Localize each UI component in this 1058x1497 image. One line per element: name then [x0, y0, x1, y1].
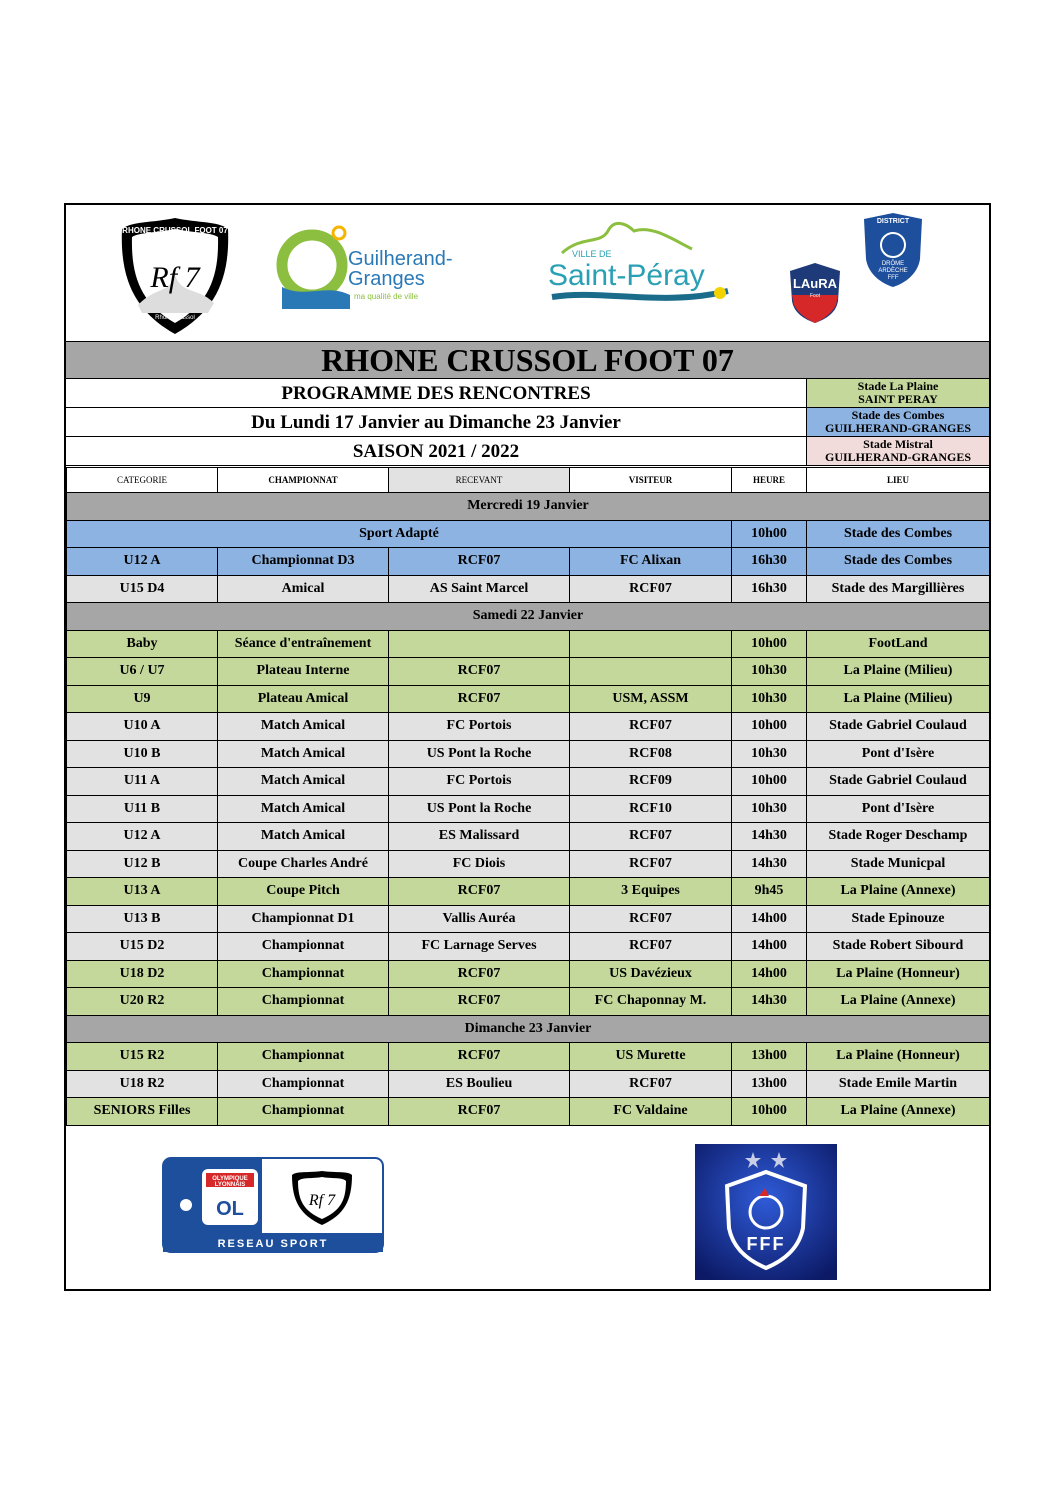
cell-visiteur: RCF07	[570, 823, 732, 851]
cell-championnat: Match Amical	[218, 823, 389, 851]
table-row	[67, 713, 990, 741]
cell-categorie: U12 A	[67, 548, 218, 576]
guilherand-line1: Guilherand-	[348, 248, 453, 270]
cell-lieu: Stade Gabriel Coulaud	[807, 713, 990, 741]
cell-recevant: FC Diois	[389, 850, 570, 878]
cell-visiteur: RCF10	[570, 795, 732, 823]
table-row	[67, 1043, 990, 1071]
cell-heure: 14h30	[732, 823, 807, 851]
stade-city: GUILHERAND-GRANGES	[824, 450, 971, 464]
cell-lieu: La Plaine (Annexe)	[807, 878, 990, 906]
cell-visiteur: RCF07	[570, 713, 732, 741]
cell-categorie: U12 A	[67, 823, 218, 851]
page-title: RHONE CRUSSOL FOOT 07	[66, 341, 989, 379]
table-row	[67, 905, 990, 933]
cell-championnat: Championnat	[218, 1098, 389, 1126]
table-row	[67, 933, 990, 961]
header-visiteur: VISITEUR	[570, 468, 732, 493]
cell-recevant: RCF07	[389, 878, 570, 906]
cell-heure: 10h00	[732, 520, 807, 548]
cell-recevant: RCF07	[389, 685, 570, 713]
table-row	[67, 740, 990, 768]
footer-logos	[66, 1127, 989, 1289]
ol-line1: OLYMPIQUE	[212, 1176, 248, 1182]
cell-championnat: Championnat	[218, 988, 389, 1016]
cell-categorie: U11 A	[67, 768, 218, 796]
cell-championnat: Championnat D3	[218, 548, 389, 576]
cell-lieu: Stade Robert Sibourd	[807, 933, 990, 961]
cell-visiteur: RCF07	[570, 1070, 732, 1098]
cell-lieu: La Plaine (Annexe)	[807, 1098, 990, 1126]
cell-heure: 10h30	[732, 685, 807, 713]
cell-visiteur: FC Valdaine	[570, 1098, 732, 1126]
cell-heure: 16h30	[732, 548, 807, 576]
cell-recevant	[389, 630, 570, 658]
cell-categorie: U9	[67, 685, 218, 713]
day-header-row	[67, 603, 990, 631]
cell-categorie: U13 B	[67, 905, 218, 933]
cell-championnat: Match Amical	[218, 740, 389, 768]
cell-recevant: ES Boulieu	[389, 1070, 570, 1098]
cell-recevant: US Pont la Roche	[389, 740, 570, 768]
cell-heure: 10h00	[732, 768, 807, 796]
table-row	[67, 878, 990, 906]
cell-visiteur: RCF08	[570, 740, 732, 768]
cell-visiteur	[570, 658, 732, 686]
table-row	[67, 988, 990, 1016]
guilherand-granges-logo	[276, 223, 456, 315]
header-categorie: CATEGORIE	[67, 468, 218, 493]
cell-lieu: Pont d'Isère	[807, 795, 990, 823]
cell-lieu: Pont d'Isère	[807, 740, 990, 768]
table-row	[67, 685, 990, 713]
cell-championnat: Match Amical	[218, 713, 389, 741]
cell-visiteur: 3 Equipes	[570, 878, 732, 906]
cell-recevant: US Pont la Roche	[389, 795, 570, 823]
cell-heure: 10h30	[732, 795, 807, 823]
guilherand-tagline: ma qualité de ville	[354, 292, 419, 301]
cell-categorie: U20 R2	[67, 988, 218, 1016]
laura-name: LAuRA	[792, 276, 838, 291]
cell-heure: 14h00	[732, 905, 807, 933]
table-row	[67, 630, 990, 658]
cell-visiteur: US Davézieux	[570, 960, 732, 988]
day-header-row	[67, 1015, 990, 1043]
cell-recevant: FC Larnage Serves	[389, 933, 570, 961]
cell-categorie: SENIORS Filles	[67, 1098, 218, 1126]
guilherand-line2: Granges	[348, 268, 425, 290]
cell-championnat: Championnat	[218, 1070, 389, 1098]
cell-lieu: Stade Roger Deschamp	[807, 823, 990, 851]
ol-network: RESEAU SPORT	[217, 1238, 329, 1250]
district-line1: DRÔME	[881, 261, 905, 267]
cell-heure: 14h00	[732, 960, 807, 988]
cell-recevant: FC Portois	[389, 713, 570, 741]
cell-heure: 10h00	[732, 1098, 807, 1126]
stade-legend-mistral	[806, 437, 989, 466]
cell-categorie: U11 B	[67, 795, 218, 823]
cell-heure: 10h30	[732, 658, 807, 686]
cell-championnat: Match Amical	[218, 768, 389, 796]
table-row	[67, 768, 990, 796]
cell-visiteur	[570, 630, 732, 658]
cell-lieu: La Plaine (Milieu)	[807, 685, 990, 713]
stade-city: GUILHERAND-GRANGES	[824, 421, 971, 435]
cell-championnat: Championnat D1	[218, 905, 389, 933]
cell-categorie: U6 / U7	[67, 658, 218, 686]
cell-visiteur: RCF07	[570, 933, 732, 961]
stade-name: Stade des Combes	[851, 408, 945, 422]
table-row	[67, 960, 990, 988]
fff-text: FFF	[746, 1234, 786, 1254]
header-championnat: CHAMPIONNAT	[218, 468, 389, 493]
cell-heure: 14h30	[732, 850, 807, 878]
district-top: DISTRICT	[876, 218, 910, 225]
cell-recevant: RCF07	[389, 988, 570, 1016]
day-label: Dimanche 23 Janvier	[67, 1015, 990, 1043]
laura-sub: Foot	[809, 293, 821, 299]
table-header-row	[67, 468, 990, 493]
stade-name: Stade La Plaine	[857, 379, 939, 393]
day-label: Mercredi 19 Janvier	[67, 493, 990, 521]
cell-recevant: FC Portois	[389, 768, 570, 796]
cell-recevant: RCF07	[389, 658, 570, 686]
stade-legend-combes	[806, 408, 989, 437]
cell-championnat: Séance d'entraînement	[218, 630, 389, 658]
table-row	[67, 1070, 990, 1098]
cell-lieu: La Plaine (Annexe)	[807, 988, 990, 1016]
cell-heure: 16h30	[732, 575, 807, 603]
cell-lieu: La Plaine (Honneur)	[807, 1043, 990, 1071]
cell-categorie: U15 D2	[67, 933, 218, 961]
cell-categorie: U12 B	[67, 850, 218, 878]
cell-lieu: La Plaine (Honneur)	[807, 960, 990, 988]
district-drome-ardeche-logo	[860, 211, 926, 289]
cell-visiteur: RCF07	[570, 575, 732, 603]
sponsor-logos	[66, 205, 989, 341]
cell-recevant: AS Saint Marcel	[389, 575, 570, 603]
table-row	[67, 1098, 990, 1126]
table-row	[67, 850, 990, 878]
cell-lieu: Stade Gabriel Coulaud	[807, 768, 990, 796]
cell-heure: 10h00	[732, 713, 807, 741]
cell-visiteur: FC Chaponnay M.	[570, 988, 732, 1016]
rcf-logo-monogram: Rf 7	[150, 261, 200, 294]
day-header-row	[67, 493, 990, 521]
cell-championnat: Coupe Pitch	[218, 878, 389, 906]
cell-heure: 13h00	[732, 1043, 807, 1071]
cell-visiteur: RCF09	[570, 768, 732, 796]
stade-legend-la-plaine	[806, 379, 989, 408]
cell-recevant: Vallis Auréa	[389, 905, 570, 933]
cell-recevant: RCF07	[389, 1098, 570, 1126]
cell-championnat: Championnat	[218, 1043, 389, 1071]
table-row	[67, 795, 990, 823]
cell-lieu: FootLand	[807, 630, 990, 658]
cell-categorie: U18 R2	[67, 1070, 218, 1098]
stade-city: SAINT PERAY	[858, 392, 938, 406]
cell-lieu: Stade des Combes	[807, 548, 990, 576]
schedule-table	[66, 467, 990, 1126]
cell-championnat: Coupe Charles André	[218, 850, 389, 878]
cell-championnat: Match Amical	[218, 795, 389, 823]
fff-logo	[695, 1144, 837, 1280]
ol-rcf-monogram: Rf 7	[308, 1192, 336, 1209]
cell-heure: 10h30	[732, 740, 807, 768]
cell-visiteur: FC Alixan	[570, 548, 732, 576]
cell-heure: 14h30	[732, 988, 807, 1016]
rcf-club-logo	[118, 215, 232, 337]
laura-foot-logo	[786, 261, 844, 325]
programme-subtitle: PROGRAMME DES RENCONTRES	[66, 379, 806, 408]
table-row	[67, 823, 990, 851]
cell-categorie: U15 D4	[67, 575, 218, 603]
cell-visiteur: RCF07	[570, 905, 732, 933]
cell-lieu: Stade Municpal	[807, 850, 990, 878]
ol-line2: LYONNAIS	[214, 1182, 246, 1188]
cell-lieu: Stade des Combes	[807, 520, 990, 548]
district-line2: ARDÈCHE	[878, 268, 908, 274]
cell-visiteur: US Murette	[570, 1043, 732, 1071]
district-line3: FFF	[887, 275, 899, 281]
header-lieu: LIEU	[807, 468, 990, 493]
day-label: Samedi 22 Janvier	[67, 603, 990, 631]
saint-peray-small: VILLE DE	[572, 249, 612, 259]
cell-visiteur: RCF07	[570, 850, 732, 878]
header-heure: HEURE	[732, 468, 807, 493]
ol-badge: OL	[216, 1198, 244, 1220]
cell-championnat: Plateau Interne	[218, 658, 389, 686]
cell-heure: 14h00	[732, 933, 807, 961]
cell-categorie: U10 B	[67, 740, 218, 768]
cell-visiteur: USM, ASSM	[570, 685, 732, 713]
cell-recevant: RCF07	[389, 548, 570, 576]
cell-heure: 13h00	[732, 1070, 807, 1098]
cell-championnat: Plateau Amical	[218, 685, 389, 713]
cell-championnat: Championnat	[218, 960, 389, 988]
rcf-logo-bottom: Rhône Crussol	[155, 315, 195, 321]
cell-lieu: Stade Epinouze	[807, 905, 990, 933]
cell-championnat: Championnat	[218, 933, 389, 961]
saint-peray-name: Saint-Péray	[548, 259, 705, 292]
cell-championnat: Amical	[218, 575, 389, 603]
cell-categorie: U18 D2	[67, 960, 218, 988]
period-label: Du Lundi 17 Janvier au Dimanche 23 Janvier	[66, 408, 806, 437]
programme-sheet	[64, 203, 991, 1291]
ol-reseau-sport-logo	[162, 1157, 384, 1253]
rcf-logo-text: RHONE CRUSSOL FOOT 07	[122, 226, 228, 235]
cell-heure: 9h45	[732, 878, 807, 906]
special-activity: Sport Adapté	[67, 520, 732, 548]
table-row	[67, 575, 990, 603]
stade-name: Stade Mistral	[863, 437, 933, 451]
cell-categorie: U15 R2	[67, 1043, 218, 1071]
season-label: SAISON 2021 / 2022	[66, 437, 806, 466]
cell-categorie: Baby	[67, 630, 218, 658]
table-row	[67, 658, 990, 686]
table-row	[67, 520, 990, 548]
cell-lieu: Stade Emile Martin	[807, 1070, 990, 1098]
saint-peray-logo	[542, 215, 738, 311]
table-row	[67, 548, 990, 576]
cell-recevant: ES Malissard	[389, 823, 570, 851]
cell-categorie: U10 A	[67, 713, 218, 741]
cell-lieu: Stade des Margillières	[807, 575, 990, 603]
cell-recevant: RCF07	[389, 960, 570, 988]
cell-categorie: U13 A	[67, 878, 218, 906]
cell-recevant: RCF07	[389, 1043, 570, 1071]
cell-heure: 10h00	[732, 630, 807, 658]
header-recevant: RECEVANT	[389, 468, 570, 493]
cell-lieu: La Plaine (Milieu)	[807, 658, 990, 686]
